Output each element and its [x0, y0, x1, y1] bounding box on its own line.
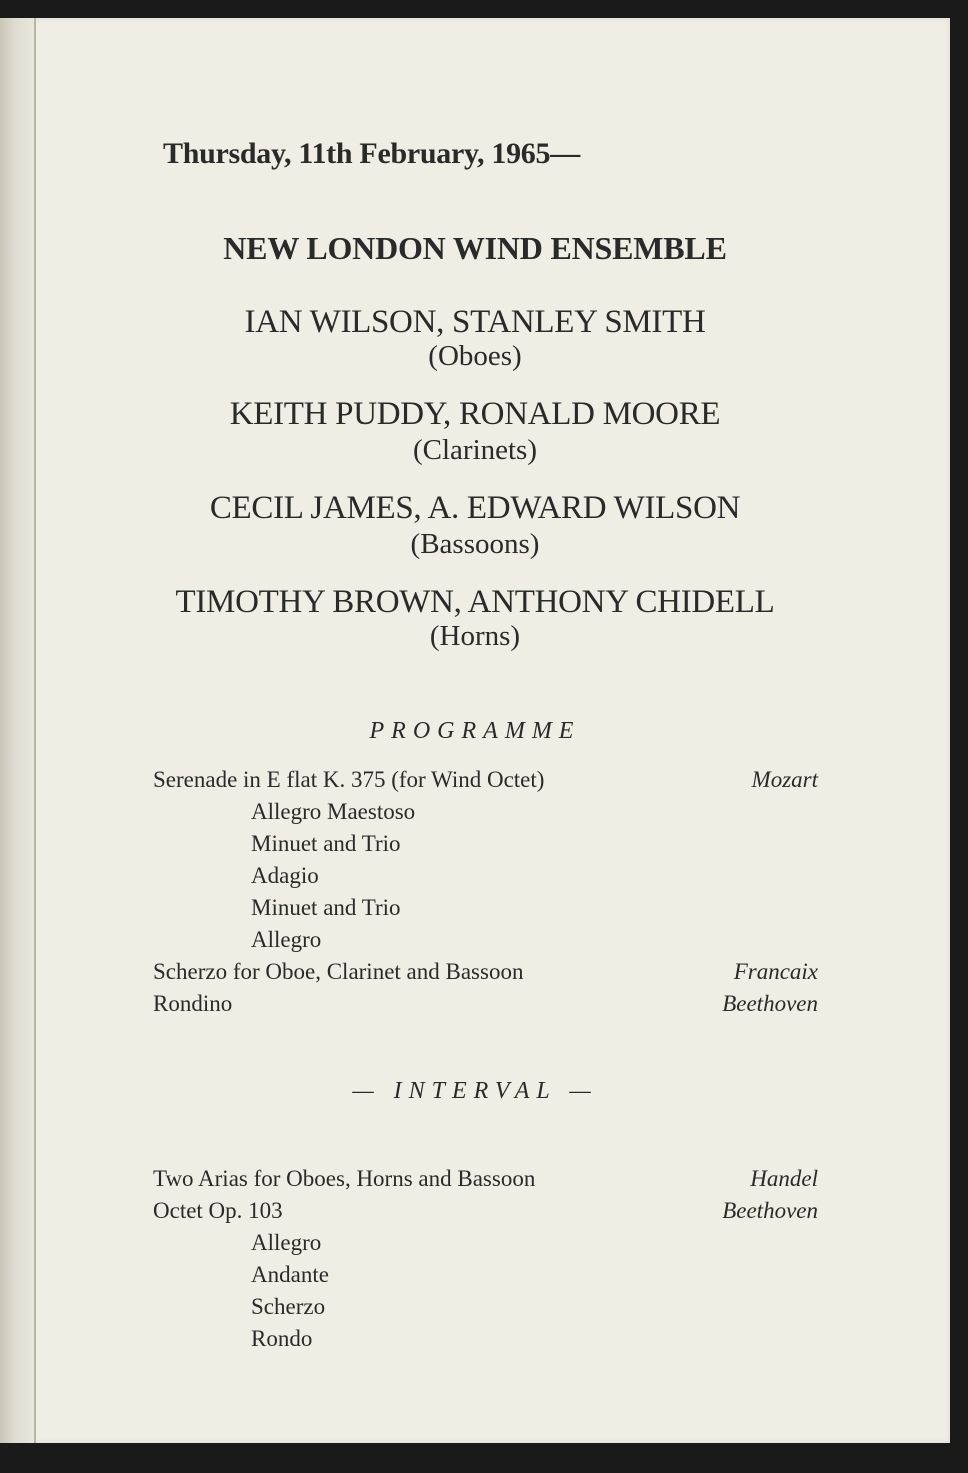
performer-instrument-horns: (Horns) [429, 620, 521, 652]
movement-octet-2: Andante [251, 1262, 329, 1287]
movement-serenade-2: Minuet and Trio [251, 831, 401, 856]
work-title-scherzo: Scherzo for Oboe, Clarinet and Bassoon [153, 959, 524, 984]
programme-heading: PROGRAMME [369, 718, 581, 744]
performer-names-clarinets: KEITH PUDDY, RONALD MOORE [229, 396, 721, 432]
performer-instrument-bassoons: (Bassoons) [410, 528, 540, 560]
interval-heading: — INTERVAL — [352, 1078, 598, 1104]
performer-instrument-clarinets: (Clarinets) [412, 434, 537, 466]
work-composer-octet: Beethoven [722, 1198, 818, 1223]
performer-names-bassoons: CECIL JAMES, A. EDWARD WILSON [209, 490, 741, 526]
movement-serenade-4: Minuet and Trio [251, 895, 401, 920]
movement-serenade-1: Allegro Maestoso [251, 799, 416, 824]
movement-serenade-3: Adagio [251, 863, 319, 888]
work-composer-arias: Handel [750, 1166, 818, 1191]
ensemble-name: NEW LONDON WIND ENSEMBLE [223, 230, 727, 266]
movement-octet-4: Rondo [251, 1326, 313, 1351]
performer-instrument-oboes: (Oboes) [428, 340, 522, 372]
concert-date: Thursday, 11th February, 1965— [163, 137, 580, 170]
work-title-octet: Octet Op. 103 [153, 1198, 283, 1223]
work-title-serenade: Serenade in E flat K. 375 (for Wind Octet) [153, 767, 545, 792]
performer-names-horns: TIMOTHY BROWN, ANTHONY CHIDELL [175, 584, 775, 620]
performer-names-oboes: IAN WILSON, STANLEY SMITH [244, 304, 706, 340]
work-title-rondino: Rondino [153, 991, 233, 1016]
work-composer-scherzo: Francaix [733, 959, 818, 984]
work-composer-rondino: Beethoven [722, 991, 818, 1016]
work-composer-serenade: Mozart [751, 767, 818, 792]
movement-octet-1: Allegro [251, 1230, 322, 1255]
movement-octet-3: Scherzo [251, 1294, 326, 1319]
movement-serenade-5: Allegro [251, 927, 322, 952]
work-title-arias: Two Arias for Oboes, Horns and Bassoon [153, 1166, 536, 1191]
